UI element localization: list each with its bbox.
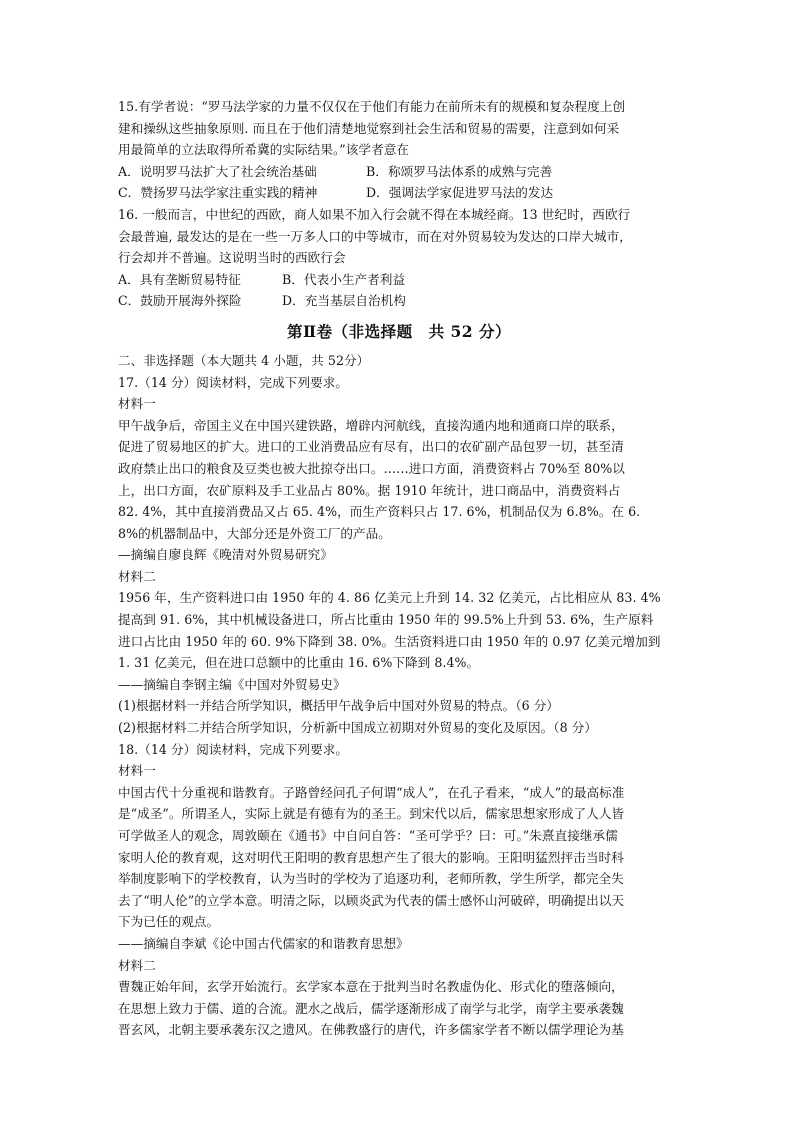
q17-m1-line: 甲午战争后，帝国主义在中国兴建铁路，增辟内河航线，直接沟通内地和通商口岸的联系，: [118, 417, 624, 433]
q17-m1-line: 上，出口方面，农矿原料及手工业品占 80%。据 1910 年统计，进口商品中，消费资料占: [118, 482, 621, 498]
q15-options-row-1: [118, 161, 680, 183]
q16-stem-line: 16. 一般而言，中世纪的西欧，商人如果不加入行会就不得在本城经商。13 世纪时，西欧行: [118, 206, 631, 222]
section-2-subtitle: 二、非选择题（本大题共 4 小题，共 52分）: [118, 352, 370, 368]
q17-material-1-label: 材料一: [118, 396, 156, 412]
q18-material-2-label: 材料二: [118, 957, 156, 973]
q15-option-c[interactable]: C．赞扬罗马法学家注重实践的精神: [118, 185, 318, 201]
q15-stem-line: 建和操纵这些抽象原则. 而且在于他们清楚地觉察到社会生活和贸易的需要，注意到如何采: [118, 120, 620, 136]
section-2-title: 第Ⅱ卷（非选择题 共 52 分）: [287, 321, 511, 341]
q18-m1-line: 举制度影响下的学校教育，认为当时的学校为了追逐功利，老师所教，学生所学，都完全失: [118, 871, 624, 887]
q16-options-row-2: [118, 290, 680, 312]
q16-stem-line: 行会却并不普遍。这说明当时的西欧行会: [118, 250, 346, 266]
q17-m1-line: 促进了贸易地区的扩大。进口的工业消费品应有尽有，出口的农矿副产品包罗一切，甚至清: [118, 439, 624, 455]
q15-stem-line: 用最简单的立法取得所希冀的实际结果。”该学者意在: [118, 142, 409, 158]
q18-m1-source: ——摘编自李斌《论中国古代儒家的和谐教育思想》: [118, 935, 409, 951]
q18-m2-line: 晋玄风，北朝主要承袭东汉之遗风。在佛教盛行的唐代，许多儒家学者不断以儒学理论为基: [118, 1022, 624, 1038]
question-16: [118, 204, 680, 312]
q16-option-c[interactable]: C．鼓励开展海外探险: [118, 293, 242, 309]
q17-m1-line: 82. 4%，其中直接消费品又占 65. 4%，而生产资料只占 17. 6%，机制品仅为 6.8%。在 6.: [118, 504, 641, 520]
q15-option-d[interactable]: D．强调法学家促进罗马法的发达: [366, 185, 554, 201]
q16-option-b[interactable]: B．代表小生产者利益: [282, 271, 406, 287]
q17-task-1: (1)根据材料一并结合所学知识，概括甲午战争后中国对外贸易的特点。（6 分）: [118, 698, 560, 714]
q18-m1-line: 中国古代十分重视和谐教育。子路曾经问孔子何谓“成人”，在孔子看来，“成人”的最高标准: [118, 784, 625, 800]
q18-m2-line: 曹魏正始年间，玄学开始流行。玄学家本意在于批判当时名教虚伪化、形式化的堕落倾向，: [118, 979, 624, 995]
q16-options-row-1: [118, 269, 680, 291]
q16-option-d[interactable]: D．充当基层自治机构: [282, 293, 406, 309]
q18-m1-line: 家明人伦的教育观，这对明代王阳明的教育思想产生了很大的影响。王阳明猛烈抨击当时科: [118, 849, 624, 865]
q17-m1-line: 8%的机器制品中，大部分还是外资工厂的产品。: [118, 525, 391, 541]
q18-header: 18.（14 分）阅读材料，完成下列要求。: [118, 741, 349, 757]
q17-header: 17.（14 分）阅读材料，完成下列要求。: [118, 374, 349, 390]
q17-m2-line: 1. 31 亿美元，但在进口总额中的比重由 16. 6%下降到 8.4%。: [118, 655, 480, 671]
q18-m1-line: 去了“明人伦”的立学本意。明清之际，以顾炎武为代表的儒士感怀山河破碎，明确提出以天: [118, 892, 625, 908]
question-18: [118, 739, 680, 1041]
q15-stem-line: 15.有学者说：“罗马法学家的力量不仅仅在于他们有能力在前所未有的规模和复杂程度上创: [118, 99, 626, 114]
q15-options-row-2: [118, 182, 680, 204]
q18-m1-line: 可学做圣人的观念，周敦颐在《通书》中自问自答：“圣可学乎？曰：可。”朱熹直接继承儒: [118, 828, 618, 843]
q17-material-2-label: 材料二: [118, 568, 156, 584]
q17-m2-line: 进口占比由 1950 年的 60. 9%下降到 38. 0%。生活资料进口由 1950 年的 0.97 亿美元增加到: [118, 633, 661, 649]
q16-option-a[interactable]: A．具有垄断贸易特征: [118, 271, 241, 287]
q15-option-b[interactable]: B．称颂罗马法体系的成熟与完善: [366, 163, 553, 179]
q16-stem-line: 会最普遍, 最发达的是在一些一万多人口的中等城市，而在对外贸易较为发达的口岸大城市，: [118, 228, 632, 244]
q17-m2-line: 1956 年，生产资料进口由 1950 年的 4. 86 亿美元上升到 14. 32 亿美元，占比相应从 83. 4%: [118, 590, 661, 606]
question-15: [118, 96, 680, 204]
q15-option-a[interactable]: A．说明罗马法扩大了社会统治基础: [118, 163, 317, 179]
q17-m1-line: 政府禁止出口的粮食及豆类也被大批掠夺出口。……进口方面，消费资料占 70%至 80%以: [118, 460, 625, 476]
q18-m1-line: 是“成圣”。所谓圣人，实际上就是有德有为的圣王。到宋代以后，儒家思想家形成了人人皆: [118, 806, 625, 822]
q17-m2-source: ——摘编自李钢主编《中国对外贸易史》: [118, 676, 346, 692]
exam-page: [118, 96, 680, 1041]
question-17: [118, 372, 680, 739]
q18-m2-line: 在思想上致力于儒、道的合流。淝水之战后，儒学逐渐形成了南学与北学，南学主要承袭魏: [118, 1000, 624, 1016]
q18-m1-line: 下为已任的观点。: [118, 914, 220, 930]
q17-m2-line: 提高到 91. 6%，其中机械设备进口，所占比重由 1950 年的 99.5%上升到 53. 6%，生产原料: [118, 612, 654, 628]
q17-task-2: (2)根据材料二并结合所学知识，分析新中国成立初期对外贸易的变化及原因。（8 分）: [118, 720, 597, 736]
q18-material-1-label: 材料一: [118, 763, 156, 779]
q17-m1-source: —摘编自廖良辉《晚清对外贸易研究》: [118, 547, 333, 563]
